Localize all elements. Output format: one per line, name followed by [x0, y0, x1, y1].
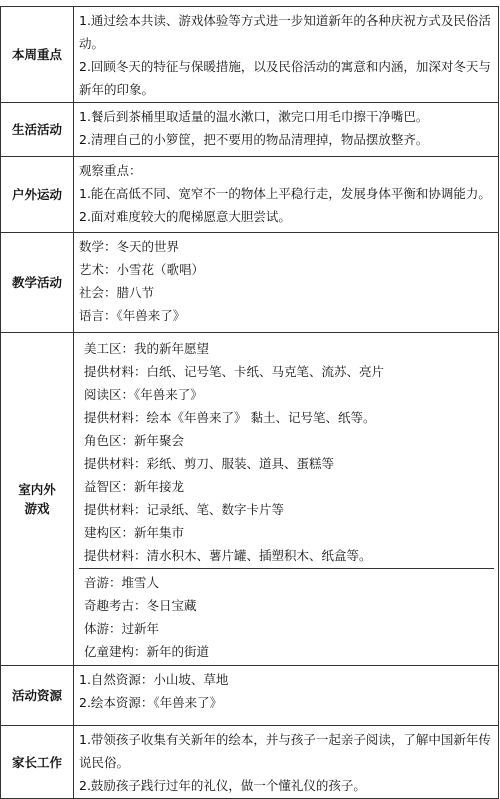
content-outdoor-sports [74, 157, 499, 233]
content-resources [74, 666, 499, 726]
teaching-line-4: 语言：《年兽来了》 [79, 308, 186, 323]
row-outdoor-sports [1, 157, 499, 233]
label-daily-life: 生活活动 [1, 103, 74, 157]
label-resources: 活动资源 [1, 666, 74, 726]
teaching-line-3: 社会：腊八节 [79, 285, 155, 300]
content-parents [74, 726, 499, 799]
games-activity-line-4: 亿童建构：新年的街道 [84, 644, 210, 659]
games-area-line-9: 建构区：新年集市 [84, 525, 185, 540]
label-weekly-focus: 本周重点 [1, 7, 74, 103]
resources-line-1: 1.自然资源：小山坡、草地 [79, 672, 229, 687]
games-areas-block [79, 335, 494, 568]
row-games [1, 333, 499, 666]
games-area-line-3: 阅读区：《年兽来了》 [84, 387, 203, 402]
teaching-line-2: 艺术：小雪花（歌唱） [79, 262, 205, 277]
games-area-line-2: 提供材料：白纸、记号笔、卡纸、马克笔、流苏、亮片 [84, 364, 385, 379]
games-area-line-4: 提供材料：绘本《年兽来了》 黏土、记号笔、纸等。 [84, 410, 376, 425]
content-games [74, 333, 499, 666]
weekly-focus-line-1: 1.通过绘本共读、游戏体验等方式进一步知道新年的各种庆祝方式及民俗活动。 [79, 13, 491, 51]
row-weekly-focus [1, 7, 499, 103]
games-activity-line-1: 音游：堆雪人 [84, 575, 160, 590]
games-area-line-1: 美工区：我的新年愿望 [84, 341, 210, 356]
daily-life-line-2: 2.清理自己的小箩筐，把不要用的物品清理掉，物品摆放整齐。 [79, 132, 429, 147]
games-area-line-5: 角色区：新年聚会 [84, 433, 185, 448]
parents-line-2: 2.鼓励孩子践行过年的礼仪，做一个懂礼仪的孩子。 [79, 778, 366, 793]
outdoor-line-2: 1.能在高低不同、宽窄不一的物体上平稳行走，发展身体平衡和协调能力。 [79, 186, 491, 201]
games-activity-line-3: 体游：过新年 [84, 621, 160, 636]
row-daily-life [1, 103, 499, 157]
label-games [1, 333, 74, 666]
weekly-focus-line-2: 2.回顾冬天的特征与保暖措施，以及民俗活动的寓意和内涵，加深对冬天与新年的印象。 [79, 59, 491, 97]
content-daily-life [74, 103, 499, 157]
games-activities-block [79, 568, 494, 664]
label-teaching: 教学活动 [1, 233, 74, 333]
row-parents [1, 726, 499, 799]
row-resources [1, 666, 499, 726]
games-activity-line-2: 奇趣考古：冬日宝藏 [84, 598, 197, 613]
games-area-line-10: 提供材料：清水积木、薯片罐、插塑积木、纸盒等。 [84, 548, 372, 563]
parents-line-1: 1.带领孩子收集有关新年的绘本，并与孩子一起亲子阅读，了解中国新年传说民俗。 [79, 732, 491, 770]
resources-line-2: 2.绘本资源：《年兽来了》 [79, 695, 223, 710]
content-teaching [74, 233, 499, 333]
daily-life-line-1: 1.餐后到茶桶里取适量的温水漱口，漱完口用毛巾擦干净嘴巴。 [79, 109, 429, 124]
outdoor-line-3: 2.面对难度较大的爬梯愿意大胆尝试。 [79, 209, 291, 224]
content-weekly-focus [74, 7, 499, 103]
games-area-line-8: 提供材料：记录纸、笔、数字卡片等 [84, 502, 285, 517]
row-teaching [1, 233, 499, 333]
label-parents: 家长工作 [1, 726, 74, 799]
weekly-plan-table [0, 6, 499, 799]
teaching-line-1: 数学：冬天的世界 [79, 239, 180, 254]
games-area-line-6: 提供材料：彩纸、剪刀、服装、道具、蛋糕等 [84, 456, 335, 471]
label-games-text: 室内外游戏 [18, 482, 56, 516]
outdoor-line-1: 观察重点： [79, 163, 142, 178]
label-outdoor-sports: 户外运动 [1, 157, 74, 233]
games-area-line-7: 益智区：新年接龙 [84, 479, 185, 494]
